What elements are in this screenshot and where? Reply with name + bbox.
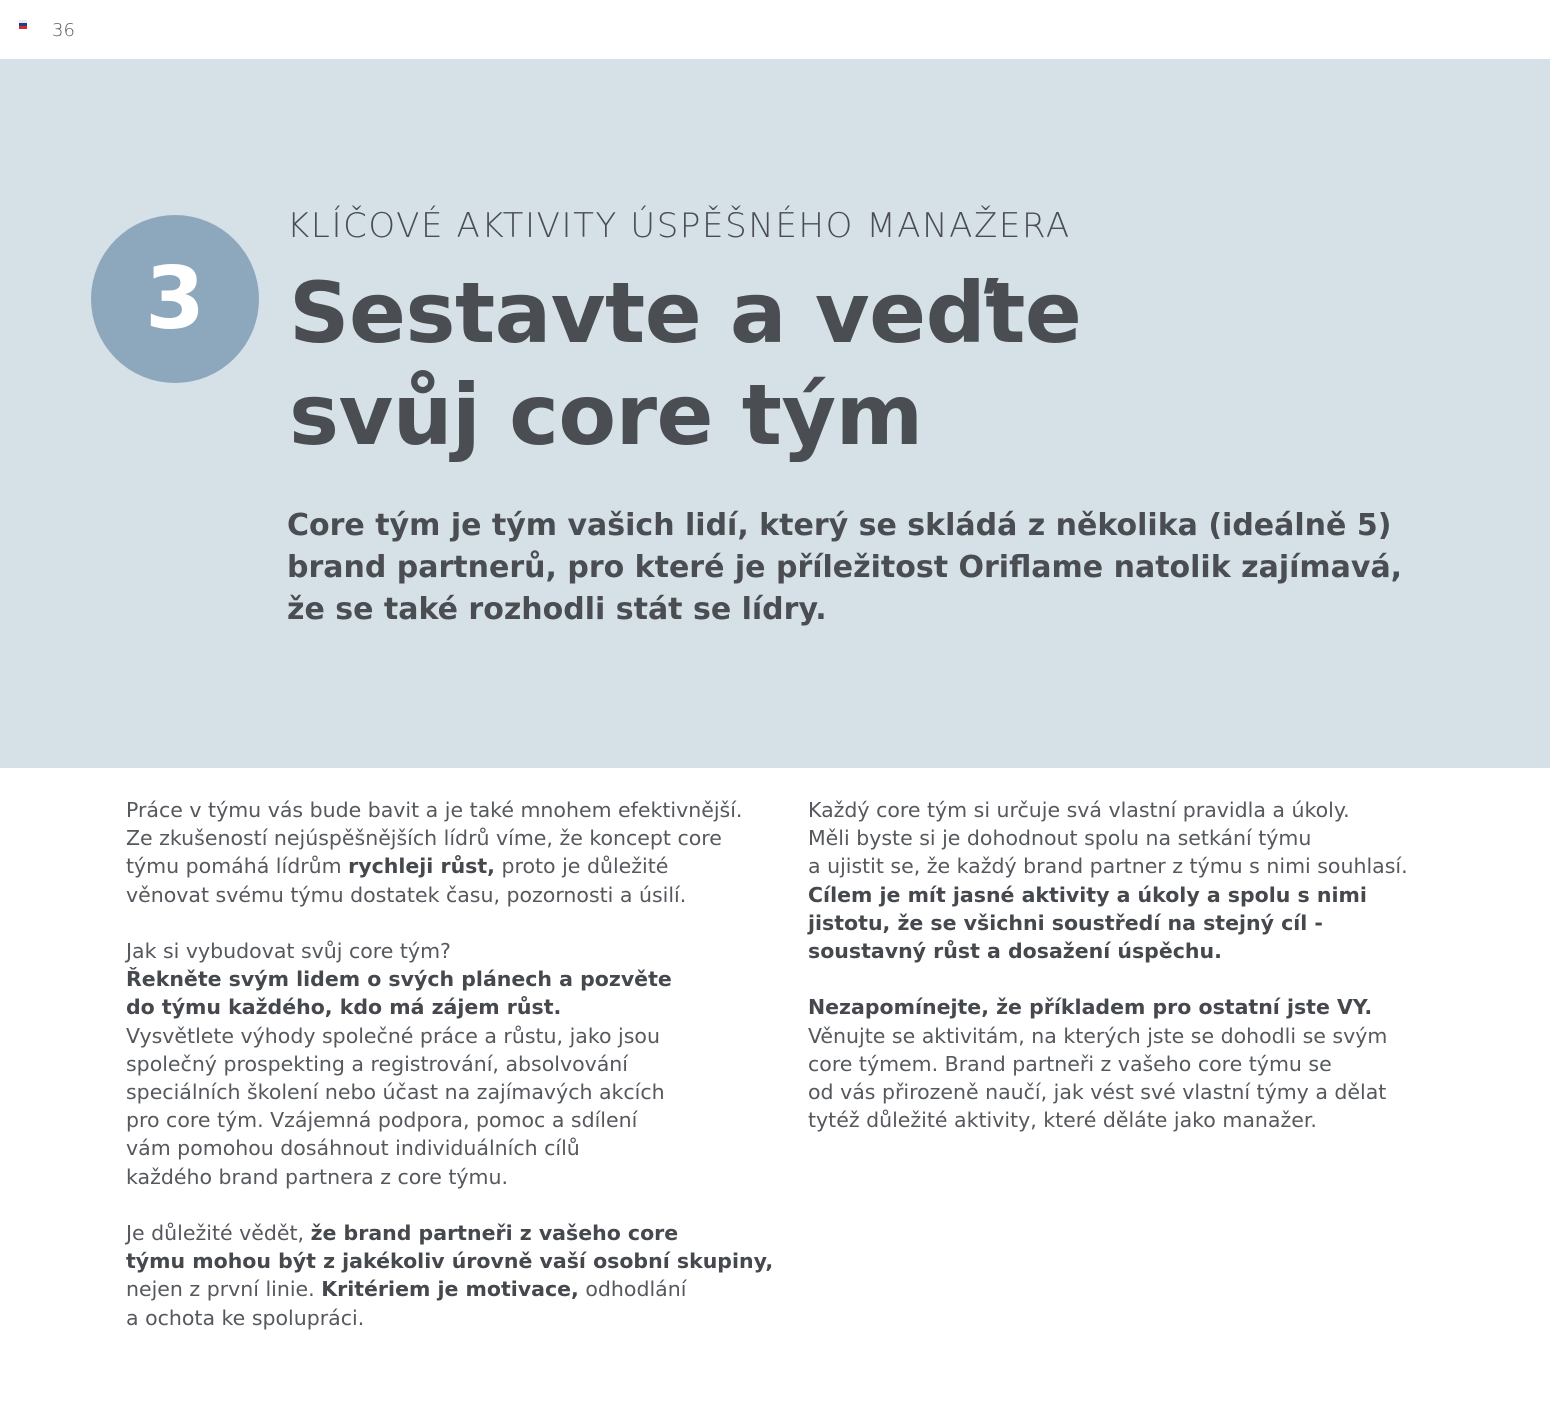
bold-text: že brand partneři z vašeho core	[310, 1221, 679, 1246]
text-line: Práce v týmu vás bude bavit a je také mnohem efektivnější.	[126, 798, 743, 822]
right-column	[808, 796, 1508, 1163]
bold-text: Řekněte svým lidem o svých plánech a pozvěte	[126, 967, 672, 992]
text-line: Každý core tým si určuje svá vlastní pravidla a úkoly.	[808, 798, 1350, 822]
criteria-paragraph	[126, 1219, 774, 1332]
page-number: 36	[52, 20, 75, 41]
text-line	[126, 1219, 766, 1247]
bold-text: rychleji růst,	[348, 854, 495, 879]
title-line: svůj core tým	[289, 366, 923, 464]
bold-text: Cílem je mít jasné aktivity a úkoly a spolu s nimi	[808, 882, 1367, 907]
text-line: Věnujte se aktivitám, na kterých jste se dohodli se svým	[808, 1023, 1388, 1048]
how-to-paragraph	[126, 937, 766, 1191]
lead-paragraph	[287, 505, 1403, 631]
bold-text: do týmu každého, kdo má zájem růst.	[126, 995, 562, 1020]
bold-text: soustavný růst a dosažení úspěchu.	[808, 939, 1222, 964]
text-line: core týmem. Brand partneři z vašeho core týmu se	[808, 1051, 1332, 1076]
intro-paragraph	[126, 796, 766, 909]
step-number-badge	[91, 215, 259, 383]
rules-paragraph	[808, 796, 1508, 965]
text-line: vám pomohou dosáhnout individuálních cílů	[126, 1136, 580, 1161]
text-line: věnovat svému týmu dostatek času, pozornosti a úsilí.	[126, 882, 687, 907]
section-kicker: KLÍČOVÉ AKTIVITY ÚSPĚŠNÉHO MANAŽERA	[287, 206, 1071, 246]
text-line: Jak si vybudovat svůj core tým?	[126, 939, 451, 963]
bold-text: Nezapomínejte, že příkladem pro ostatní jste VY.	[808, 995, 1373, 1020]
text-fragment: týmu pomáhá lídrům	[126, 854, 349, 879]
text-line: Měli byste si je dohodnout spolu na setkání týmu	[808, 826, 1312, 851]
text-fragment: odhodlání	[578, 1277, 687, 1302]
lead-line: že se také rozhodli stát se lídry.	[287, 592, 827, 627]
example-paragraph	[808, 993, 1508, 1134]
text-line: od vás přirozeně naučí, jak vést své vlastní týmy a dělat	[808, 1080, 1387, 1105]
left-column	[126, 796, 774, 1360]
text-line: společný prospekting a registrování, absolvování	[126, 1051, 628, 1076]
bold-text: jistotu, že se všichni soustředí na stejný cíl -	[808, 910, 1323, 935]
page-title	[289, 262, 1289, 466]
text-line	[126, 1275, 766, 1303]
text-line: pro core tým. Vzájemná podpora, pomoc a sdílení	[126, 1108, 638, 1133]
lead-line: Core tým je tým vašich lidí, který se skládá z několika (ideálně 5)	[287, 508, 1392, 543]
text-fragment: proto je důležité	[494, 854, 669, 879]
bold-text: týmu mohou být z jakékoliv úrovně vaší osobní skupiny,	[126, 1249, 774, 1274]
czech-flag-icon	[19, 20, 27, 29]
text-fragment: nejen z první linie.	[126, 1277, 322, 1302]
lead-line: brand partnerů, pro které je příležitost Oriflame natolik zajímavá,	[287, 550, 1403, 585]
text-line: tytéž důležité aktivity, které děláte jako manažer.	[808, 1108, 1317, 1133]
text-line: každého brand partnera z core týmu.	[126, 1164, 509, 1189]
text-line: Vysvětlete výhody společné práce a růstu, jako jsou	[126, 1023, 660, 1048]
step-number: 3	[145, 249, 205, 349]
bold-text: Kritériem je motivace,	[321, 1277, 579, 1302]
text-line: a ujistit se, že každý brand partner z týmu s nimi souhlasí.	[808, 854, 1408, 879]
text-fragment: Je důležité vědět,	[126, 1221, 311, 1246]
text-line: a ochota ke spolupráci.	[126, 1305, 365, 1330]
text-line: speciálních školení nebo účast na zajímavých akcích	[126, 1080, 665, 1105]
title-line: Sestavte a veďte	[289, 264, 1082, 362]
text-line	[126, 852, 766, 880]
text-line: Ze zkušeností nejúspěšnějších lídrů víme, že koncept core	[126, 826, 722, 851]
